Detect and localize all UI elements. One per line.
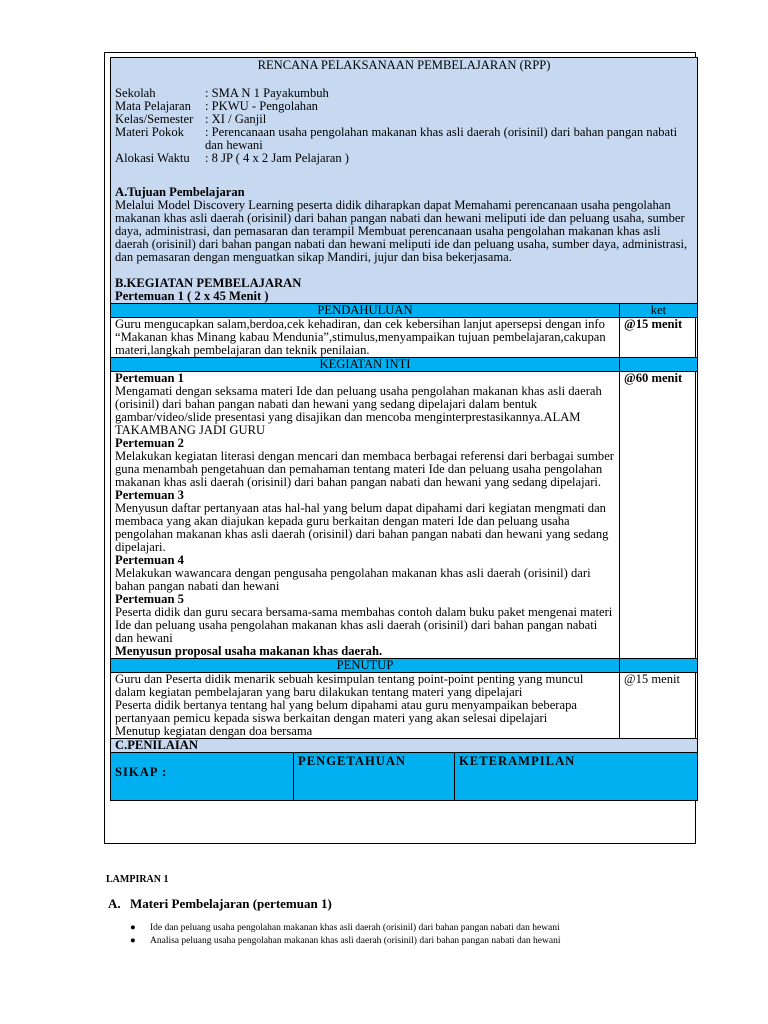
penutup-bar-empty [620, 659, 698, 673]
identity-value: : Perencanaan usaha pengolahan makanan khas asli daerah (orisinil) dari bahan pangan nabati dan hewani [205, 125, 678, 152]
list-item [130, 923, 560, 933]
pertemuan-heading: Pertemuan 4 [115, 553, 184, 567]
identity-value: : SMA N 1 Payakumbuh [205, 86, 329, 100]
tujuan-heading: A.Tujuan Pembelajaran [115, 185, 245, 199]
kegiatan-heading: B.KEGIATAN PEMBELAJARAN [115, 276, 302, 290]
list-item [130, 936, 560, 946]
identity-label: Alokasi Waktu [115, 151, 190, 165]
sikap-cell [111, 753, 294, 801]
identity-block [115, 87, 693, 165]
keterampilan-cell [455, 753, 698, 801]
pendahuluan-row [111, 318, 698, 358]
header-section [110, 57, 698, 303]
list-item-text: Analisa peluang usaha pengolahan makanan khas asli daerah (orisinil) dari bahan pangan nabati dan hewani [150, 936, 561, 946]
ket-label: ket [620, 304, 698, 318]
pertemuan-heading: Pertemuan 1 [115, 371, 184, 385]
identity-row-mapel [115, 100, 693, 113]
penutup-bar [111, 659, 698, 673]
pendahuluan-text: Guru mengucapkan salam,berdoa,cek kehadiran, dan cek kebersihan lanjut apersepsi dengan info “Makanan khas Minang kabau Mendunia”,stimulus,menyampaikan tujuan pembelajaran,cakupan materi,langkah pembelajaran dan teknik penilaian. [111, 318, 620, 358]
identity-row-alokasi [115, 152, 693, 165]
identity-label: Kelas/Semester [115, 112, 194, 126]
penutup-time: @15 menit [620, 673, 698, 739]
inti-bar-empty [620, 358, 698, 372]
section-title: Materi Pembelajaran (pertemuan 1) [130, 896, 332, 911]
penilaian-table [110, 752, 698, 801]
section-letter: A. [108, 896, 121, 911]
identity-value: : 8 JP ( 4 x 2 Jam Pelajaran ) [205, 151, 349, 165]
sikap-label: SIKAP : [115, 765, 168, 779]
inti-content [111, 372, 620, 659]
pertemuan-text: Peserta didik dan guru secara bersama-sama membahas contoh dalam buku paket mengenai materi Ide dan peluang usaha pengolahan makanan khas asli daerah (orisinil) dari bahan pangan nabati dan hewani [115, 605, 613, 645]
inti-time: @60 menit [620, 372, 698, 659]
lampiran-label: LAMPIRAN 1 [106, 874, 169, 885]
penutup-line: Guru dan Peserta didik menarik sebuah kesimpulan tentang point-point penting yang muncul dalam kegiatan pembelajaran yang baru dilakukan tentang materi yang dipelajari [115, 672, 584, 699]
identity-value: : XI / Ganjil [205, 112, 267, 126]
pertemuan-text: Melakukan kegiatan literasi dengan mencari dan membaca berbagai referensi dari berbagai sumber guna menambah pengetahuan dan pemahaman tentang materi Ide dan peluang usaha pengolahan makanan khas asli daerah (orisinil) dari bahan pangan nabati dan hewani yang sedang dipelajari. [115, 449, 614, 489]
inti-label: KEGIATAN INTI [111, 358, 620, 372]
identity-label: Mata Pelajaran [115, 99, 191, 113]
list-item-text: Ide dan peluang usaha pengolahan makanan khas asli daerah (orisinil) dari bahan pangan nabati dan hewani [150, 923, 560, 933]
pengetahuan-cell [294, 753, 455, 801]
pendahuluan-bar [111, 304, 698, 318]
pertemuan-text: Melakukan wawancara dengan pengusaha pengolahan makanan khas asli daerah (orisinil) dari bahan pangan nabati dan hewani [115, 566, 591, 593]
identity-label: Materi Pokok [115, 125, 184, 139]
page-title: RENCANA PELAKSANAAN PEMBELAJARAN (RPP) [257, 58, 551, 72]
inti-row [111, 372, 698, 659]
penutup-row [111, 673, 698, 739]
kegiatan-subheading: Pertemuan 1 ( 2 x 45 Menit ) [115, 289, 269, 303]
identity-row-materi [115, 126, 693, 152]
pertemuan-text: Mengamati dengan seksama materi Ide dan peluang usaha pengolahan makanan khas asli daerah (orisinil) dari bahan pangan nabati dan hewani yang sedang dipelajari dalam bentuk gambar/video/slide presentasi yang disajikan dan mencoba menginterprestasikannya.ALAM TAKAMBANG JADI GURU [115, 384, 602, 437]
pendahuluan-label: PENDAHULUAN [111, 304, 620, 318]
inti-closing: Menyusun proposal usaha makanan khas daerah. [115, 644, 383, 658]
inti-bar [111, 358, 698, 372]
penutup-content [111, 673, 620, 739]
pengetahuan-label: PENGETAHUAN [298, 754, 407, 768]
identity-label: Sekolah [115, 86, 156, 100]
pendahuluan-time: @15 menit [620, 318, 698, 358]
pertemuan-heading: Pertemuan 5 [115, 592, 184, 606]
penutup-line: Peserta didik bertanya tentang hal yang belum dipahami atau guru menyampaikan beberapa pertanyaan pemicu kepada siswa berkaitan dengan materi yang akan selesai dipelajari [115, 698, 577, 725]
pertemuan-heading: Pertemuan 2 [115, 436, 184, 450]
tujuan-text: Melalui Model Discovery Learning peserta didik diharapkan dapat Memahami perencanaan usaha pengolahan makanan khas asli daerah (orisinil) dari bahan pangan nabati dan hewani meliputi ide dan peluang usaha, sumber daya, administrasi, dan pemasaran dan terampil Membuat perencanaan usaha pengolahan makanan khas asli daerah (orisinil) dari bahan pangan nabati dan hewani meliputi ide dan peluang usaha, sumber daya, administrasi, dan pemasaran dengan menguatkan sikap Mandiri, jujur dan bisa bekerjasama. [115, 198, 688, 264]
penilaian-heading: C.PENILAIAN [110, 739, 698, 752]
bullet-icon: ● [130, 936, 136, 946]
bullet-icon: ● [130, 923, 136, 933]
kegiatan-table [110, 303, 698, 739]
identity-value: : PKWU - Pengolahan [205, 99, 318, 113]
penutup-label: PENUTUP [111, 659, 620, 673]
pertemuan-text: Menyusun daftar pertanyaan atas hal-hal yang belum dapat dipahami dari kegiatan mengmati dan membaca yang akan diajukan kepada guru berkaitan dengan materi Ide dan peluang usaha pengolahan makanan khas asli daerah (orisinil) dari bahan pangan nabati dan hewani yang sedang dipelajari. [115, 501, 609, 554]
lampiran-section-a [108, 896, 332, 912]
keterampilan-label: KETERAMPILAN [459, 754, 576, 768]
pertemuan-heading: Pertemuan 3 [115, 488, 184, 502]
identity-row-sekolah [115, 87, 693, 100]
penutup-line: Menutup kegiatan dengan doa bersama [115, 724, 313, 738]
rpp-content [110, 57, 698, 801]
